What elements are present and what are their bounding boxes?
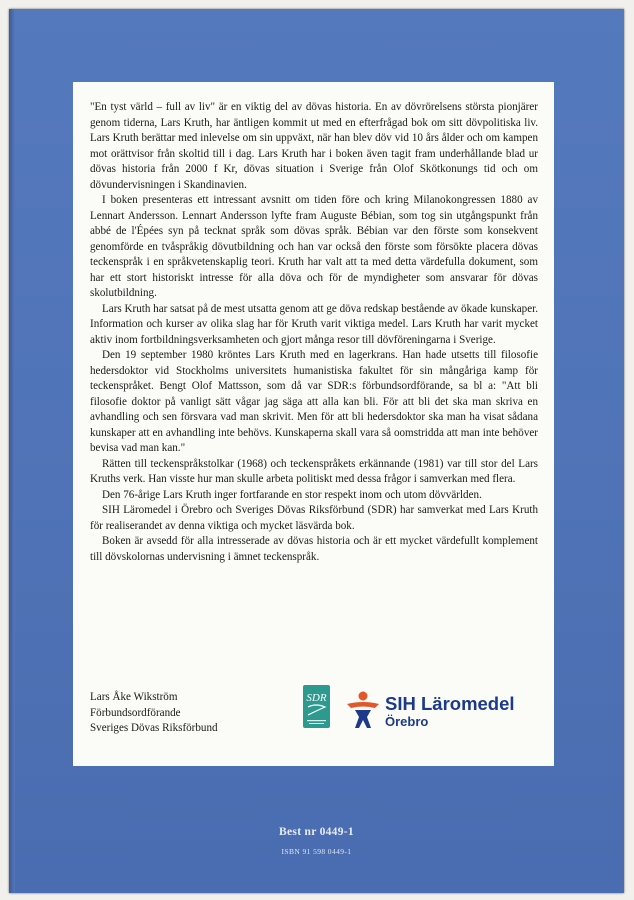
sih-figure-icon <box>345 690 381 730</box>
paragraph-7: SIH Läromedel i Örebro och Sveriges Dövas Riksförbund (SDR) har samverkat med Lars Kruth för realiserandet av denna viktiga och mycket läsvärda bok. <box>90 504 538 532</box>
paragraph-2: I boken presenteras ett intressant avsnitt om tiden före och kring Milanokongressen 1880 av Lennart Andersson. Lennart Andersson lyfte fram Auguste Bébian, som tog sin utgångspunkt från abbé de l'Épées syn på tecknat språk som dövas språk. Bébian var den förste som konsekvent genomförde en tvåspråkig dövutbildning och han var också den förste som försökte placera dövas teckenspråk i en språkvetenskaplig teori. Kruth har valt att ta med detta värdefulla dokument, som har ett stort historiskt intresse för alla döva och för de myndigheter som ansvarar för dövas skolutbildning. <box>90 194 538 299</box>
signature-role: Förbundsordförande <box>90 706 181 719</box>
paragraph-8: Boken är avsedd för alla intresserade av dövas historia och är ett mycket värdefullt komplement till dövskolornas undervisning i ämnet teckenspråk. <box>90 535 538 563</box>
paragraph-4: Den 19 september 1980 kröntes Lars Kruth med en lagerkrans. Han hade utsetts till filosofie hedersdoktor vid Stockholms universitets humanistiska fakultet för sin mångåriga kamp för teckenspråket. Bengt Olof Mattsson, som då var SDR:s förbundsordförande, sa bl a: "Att bli filosofie doktor på vanligt sätt vågar jag säga att alla kan bli. För att bli det ska man skriva en avhandling och sen försvara vad man skrivit. Men för att bli hedersdoktor ska man ha visat sådana kunskaper att en avhandling inte behövs. Kunskaperna skall vara så oomstridda att man inte behöver bevisa vad man kan." <box>90 349 538 454</box>
blurb-text <box>90 100 538 565</box>
signature-org: Sveriges Dövas Riksförbund <box>90 722 218 734</box>
sdr-logo-icon <box>303 685 330 728</box>
cover-edge <box>9 9 15 893</box>
sih-brand-name: SIH Läromedel <box>385 693 515 714</box>
order-number: Best nr 0449-1 <box>279 826 354 838</box>
sih-logo <box>345 690 545 730</box>
signature-name: Lars Åke Wikström <box>90 691 178 703</box>
paragraph-6: Den 76-årige Lars Kruth inger fortfarande en stor respekt inom och utom dövvärlden. <box>102 488 482 501</box>
sih-brand-city: Örebro <box>385 714 429 729</box>
book-back-cover <box>9 9 624 893</box>
paragraph-5: Rätten till teckenspråkstolkar (1968) och teckenspråkets erkännande (1981) var till stor del Lars Kruths verk. Han visste hur man skulle arbeta politiskt med dessa frågor i samverkan med flera. <box>90 457 538 485</box>
isbn: ISBN 91 598 0449-1 <box>281 847 352 856</box>
paragraph-3: Lars Kruth har satsat på de mest utsatta genom att ge döva redskap bestående av ökade kunskaper. Information och kurser av olika slag har för Kruth varit viktiga medel. Lars Kruth har varit mycket aktiv inom fortbildningsverksamheten och gjort många resor till dövföreningarna i Sverige. <box>90 302 538 346</box>
text-panel <box>73 82 554 766</box>
signature-block <box>90 690 218 737</box>
paragraph-1: "En tyst värld – full av liv" är en viktig del av dövas historia. En av dövrörelsens största pionjärer genom tiderna, Lars Kruth, har äntligen kommit ut med en efterfrågad bok om sitt dövpolitiska liv. Lars Kruth berättar med inlevelse om sin uppväxt, när han blev döv vid 10 års ålder och om kampen mot orättvisor från skoltid till i dag. Lars Kruth har i boken även tagit fram underhållande blad ur dövas historia från 2000 f Kr, dövas situation i Sverige från Olof Skötkonungs tid och om dövundervisningen i Skandinavien. <box>90 101 538 191</box>
svg-text:SDR: SDR <box>306 692 327 704</box>
